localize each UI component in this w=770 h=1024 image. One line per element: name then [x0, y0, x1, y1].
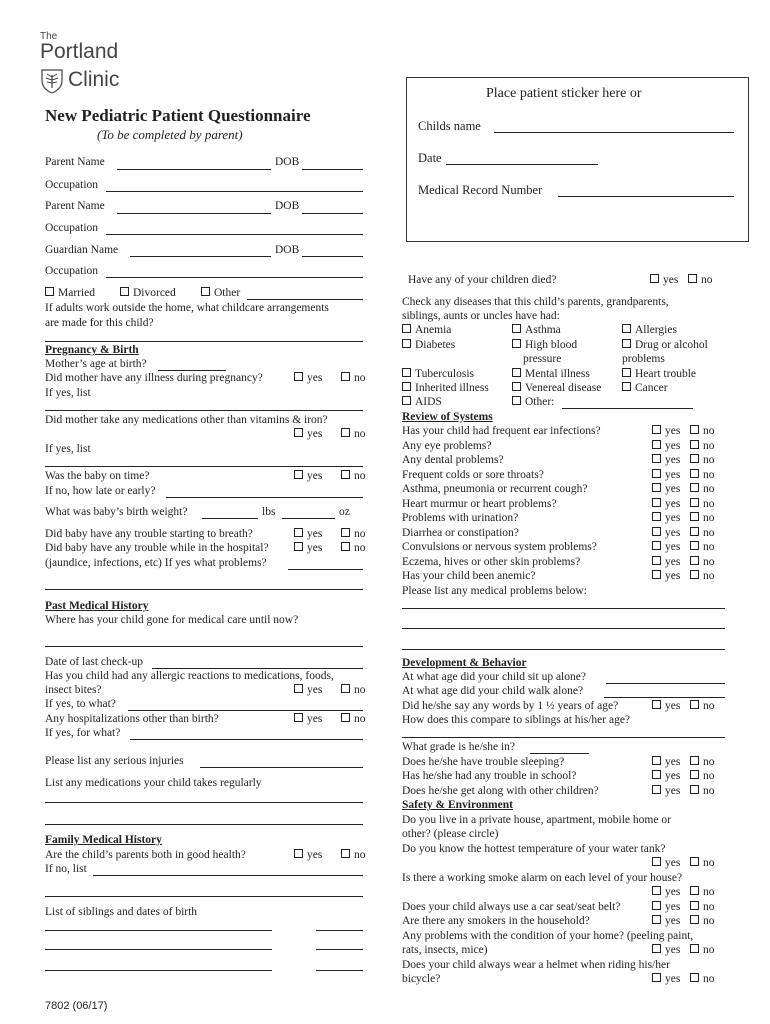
no-checkbox[interactable]: no	[690, 944, 715, 956]
logo-portland-text: Portland	[40, 40, 119, 63]
allergic-question-cont: insect bites?	[45, 684, 102, 696]
no-checkbox[interactable]: no	[690, 901, 715, 913]
checkbox-icon	[652, 498, 661, 507]
form-number: 7802 (06/17)	[45, 1000, 108, 1012]
lbs-label: lbs	[262, 506, 276, 518]
cancer-checkbox[interactable]: Cancer	[622, 382, 668, 394]
siblings-label: List of siblings and dates of birth	[45, 906, 198, 918]
illness-list-field[interactable]	[45, 410, 363, 411]
other-disease-field[interactable]	[562, 408, 693, 409]
diseases-instructions-cont: siblings, aunts or uncles have had:	[402, 310, 560, 322]
health-list-field-2[interactable]	[45, 896, 363, 897]
checkbox-icon	[650, 274, 659, 283]
ros-question: Any eye problems?	[402, 440, 492, 452]
checkbox-icon	[45, 287, 54, 296]
meds-list-field[interactable]	[45, 466, 363, 467]
checkbox-icon	[690, 901, 699, 910]
yes-checkbox[interactable]: yes	[652, 886, 680, 898]
checkbox-icon	[652, 483, 661, 492]
checkbox-icon	[690, 498, 699, 507]
ros-question: Has your child had frequent ear infections?	[402, 425, 601, 437]
no-checkbox[interactable]: no	[690, 700, 715, 712]
sibling-dob-field[interactable]	[316, 970, 363, 971]
hosp-what-field[interactable]	[130, 739, 363, 740]
yes-checkbox[interactable]: yes	[652, 556, 680, 568]
checkbox-icon	[622, 368, 631, 377]
if-no-list-label: If no, list	[45, 863, 87, 875]
school-question: Has he/she had any trouble in school?	[402, 770, 577, 782]
safety-environment-header: Safety & Environment	[402, 799, 513, 811]
checkbox-icon	[690, 527, 699, 536]
ros-question: Diarrhea or constipation?	[402, 527, 519, 539]
checkbox-icon	[512, 382, 521, 391]
checkbox-icon	[690, 440, 699, 449]
sibling-name-field[interactable]	[45, 949, 272, 950]
checkbox-icon	[341, 528, 350, 537]
no-checkbox[interactable]: no	[690, 425, 715, 437]
medical-problems-field-3[interactable]	[402, 649, 725, 650]
checkbox-icon	[652, 770, 661, 779]
jaundice-field[interactable]	[288, 569, 363, 570]
mrn-field[interactable]	[558, 196, 734, 197]
checkbox-icon	[690, 785, 699, 794]
checkbox-icon	[690, 857, 699, 866]
yes-checkbox[interactable]: yes	[652, 440, 680, 452]
checkbox-icon	[341, 428, 350, 437]
no-checkbox[interactable]: no	[690, 556, 715, 568]
dob-field[interactable]	[302, 213, 363, 214]
if-yes-list-label: If yes, list	[45, 387, 91, 399]
smoke-alarm-question: Is there a working smoke alarm on each level of your house?	[402, 872, 683, 884]
ros-question: Has your child been anemic?	[402, 570, 536, 582]
how-late-label: If no, how late or early?	[45, 485, 156, 497]
family-medical-history-header: Family Medical History	[45, 834, 162, 846]
grade-field[interactable]	[530, 753, 589, 754]
parent-name-field[interactable]	[117, 213, 271, 214]
no-checkbox[interactable]: no	[690, 886, 715, 898]
date-field[interactable]	[446, 164, 598, 165]
logo-the-text: The	[40, 31, 58, 42]
occupation-field[interactable]	[106, 277, 363, 278]
checkbox-icon	[652, 527, 661, 536]
checkbox-icon	[402, 324, 411, 333]
checkbox-icon	[294, 470, 303, 479]
parents-health-question: Are the child’s parents both in good health?	[45, 849, 246, 861]
checkbox-icon	[294, 713, 303, 722]
yes-checkbox[interactable]: yes	[652, 425, 680, 437]
no-checkbox[interactable]: no	[690, 527, 715, 539]
checkbox-icon	[294, 428, 303, 437]
sit-up-field[interactable]	[606, 683, 725, 684]
yes-checkbox[interactable]: yes	[652, 454, 680, 466]
checkbox-icon	[690, 469, 699, 478]
other-disease-checkbox[interactable]: Other:	[512, 396, 554, 408]
children-died-question: Have any of your children died?	[408, 274, 557, 286]
aids-checkbox[interactable]: AIDS	[402, 396, 442, 408]
mother-meds-question: Did mother take any medications other than vitamins & iron?	[45, 414, 328, 426]
home-condition-question: Any problems with the condition of your home? (peeling paint,	[402, 930, 694, 942]
occupation-field[interactable]	[106, 191, 363, 192]
parent-name-field[interactable]	[117, 169, 271, 170]
checkbox-icon	[652, 886, 661, 895]
yes-checkbox[interactable]: yes	[652, 570, 680, 582]
divorced-checkbox[interactable]: Divorced	[120, 287, 176, 299]
breath-question: Did baby have any trouble starting to breath?	[45, 528, 253, 540]
walk-question: At what age did your child walk alone?	[402, 685, 584, 697]
dob-field[interactable]	[302, 169, 363, 170]
checkbox-icon	[690, 915, 699, 924]
yes-checkbox[interactable]: yes	[294, 470, 322, 482]
no-checkbox[interactable]: no	[690, 770, 715, 782]
sit-up-question: At what age did your child sit up alone?	[402, 671, 586, 683]
ros-question: Eczema, hives or other skin problems?	[402, 556, 581, 568]
medical-care-question: Where has your child gone for medical care until now?	[45, 614, 299, 626]
if-yes-list-label: If yes, list	[45, 443, 91, 455]
checkbox-icon	[402, 339, 411, 348]
dob-field[interactable]	[302, 256, 363, 257]
drug-alcohol-checkbox[interactable]: Drug or alcohol	[622, 339, 708, 351]
ros-question: Convulsions or nervous system problems?	[402, 541, 597, 553]
car-seat-question: Does your child always use a car seat/seat belt?	[402, 901, 621, 913]
checkbox-icon	[652, 944, 661, 953]
past-medical-history-header: Past Medical History	[45, 600, 149, 612]
medical-problems-field[interactable]	[402, 608, 725, 609]
allergy-what-label: If yes, to what?	[45, 698, 116, 710]
compare-siblings-question: How does this compare to siblings at his/her age?	[402, 714, 631, 726]
smokers-question: Are there any smokers in the household?	[402, 915, 590, 927]
yes-checkbox[interactable]: yes	[294, 528, 322, 540]
other-checkbox[interactable]: Other	[201, 287, 240, 299]
sleeping-question: Does he/she have trouble sleeping?	[402, 756, 565, 768]
checkbox-icon	[294, 528, 303, 537]
occupation-label: Occupation	[45, 222, 99, 234]
checkbox-icon	[294, 849, 303, 858]
drug-alcohol-label-cont: problems	[622, 353, 665, 365]
checkbox-icon	[688, 274, 697, 283]
high-blood-pressure-checkbox[interactable]: High blood	[512, 339, 577, 351]
yes-checkbox[interactable]: yes	[650, 274, 678, 286]
yes-checkbox[interactable]: yes	[652, 944, 680, 956]
last-checkup-label: Date of last check-up	[45, 656, 144, 668]
helmet-question: Does your child always wear a helmet when riding his/her	[402, 959, 670, 971]
checkbox-icon	[690, 541, 699, 550]
health-list-field[interactable]	[93, 875, 363, 876]
yes-checkbox[interactable]: yes	[652, 770, 680, 782]
ros-question: Asthma, pneumonia or recurrent cough?	[402, 483, 588, 495]
occupation-label: Occupation	[45, 179, 99, 191]
ros-question: Any dental problems?	[402, 454, 504, 466]
parent-name-label: Parent Name	[45, 200, 105, 212]
checkbox-icon	[690, 700, 699, 709]
mothers-age-field[interactable]	[158, 370, 226, 371]
checkbox-icon	[652, 901, 661, 910]
logo-clinic-text: Clinic	[68, 68, 120, 91]
walk-field[interactable]	[604, 697, 725, 698]
yes-checkbox[interactable]: yes	[652, 498, 680, 510]
checkbox-icon	[690, 944, 699, 953]
no-checkbox[interactable]: no	[690, 541, 715, 553]
checkbox-icon	[690, 483, 699, 492]
checkbox-icon	[652, 756, 661, 765]
checkbox-icon	[690, 756, 699, 765]
checkbox-icon	[652, 512, 661, 521]
compare-siblings-field[interactable]	[402, 737, 725, 738]
checkbox-icon	[201, 287, 210, 296]
ros-question: Heart murmur or heart problems?	[402, 498, 557, 510]
ros-question: Frequent colds or sore throats?	[402, 469, 544, 481]
injuries-label: Please list any serious injuries	[45, 755, 184, 767]
checkbox-icon	[652, 556, 661, 565]
yes-checkbox[interactable]: yes	[652, 541, 680, 553]
checkbox-icon	[652, 570, 661, 579]
allergy-what-field[interactable]	[128, 710, 363, 711]
allergies-checkbox[interactable]: Allergies	[622, 324, 677, 336]
regular-meds-field-2[interactable]	[45, 824, 363, 825]
yes-checkbox[interactable]: yes	[652, 785, 680, 797]
get-along-question: Does he/she get along with other children?	[402, 785, 599, 797]
no-checkbox[interactable]: no	[341, 849, 366, 861]
yes-checkbox[interactable]: yes	[294, 372, 322, 384]
pregnancy-birth-header: Pregnancy & Birth	[45, 344, 139, 356]
no-checkbox[interactable]: no	[341, 684, 366, 696]
childcare-field[interactable]	[45, 341, 363, 342]
checkbox-icon	[402, 368, 411, 377]
guardian-name-label: Guardian Name	[45, 244, 119, 256]
checkbox-icon	[652, 454, 661, 463]
asthma-checkbox[interactable]: Asthma	[512, 324, 561, 336]
childs-name-field[interactable]	[494, 132, 734, 133]
parent-name-label: Parent Name	[45, 156, 105, 168]
childs-name-label: Childs name	[418, 119, 481, 133]
checkbox-icon	[120, 287, 129, 296]
hosp-what-label: If yes, for what?	[45, 727, 121, 739]
review-of-systems-header: Review of Systems	[402, 411, 493, 423]
diabetes-checkbox[interactable]: Diabetes	[402, 339, 455, 351]
medical-care-field[interactable]	[45, 646, 363, 647]
no-checkbox[interactable]: no	[690, 973, 715, 985]
jaundice-field-2[interactable]	[45, 589, 363, 590]
on-time-question: Was the baby on time?	[45, 470, 150, 482]
checkbox-icon	[294, 542, 303, 551]
checkbox-icon	[690, 556, 699, 565]
no-checkbox[interactable]: no	[690, 469, 715, 481]
checkbox-icon	[690, 454, 699, 463]
checkbox-icon	[402, 382, 411, 391]
checkbox-icon	[341, 713, 350, 722]
no-checkbox[interactable]: no	[341, 713, 366, 725]
no-checkbox[interactable]: no	[690, 483, 715, 495]
checkbox-icon	[341, 542, 350, 551]
sibling-dob-field[interactable]	[316, 949, 363, 950]
regular-meds-field[interactable]	[45, 802, 363, 803]
checkbox-icon	[402, 396, 411, 405]
checkbox-icon	[341, 684, 350, 693]
dob-label: DOB	[275, 156, 300, 168]
checkbox-icon	[690, 570, 699, 579]
checkbox-icon	[652, 857, 661, 866]
yes-checkbox[interactable]: yes	[294, 849, 322, 861]
yes-checkbox[interactable]: yes	[652, 973, 680, 985]
yes-checkbox[interactable]: yes	[652, 469, 680, 481]
no-checkbox[interactable]: no	[341, 470, 366, 482]
mental-illness-checkbox[interactable]: Mental illness	[512, 368, 590, 380]
hospitalizations-question: Any hospitalizations other than birth?	[45, 713, 219, 725]
tuberculosis-checkbox[interactable]: Tuberculosis	[402, 368, 474, 380]
no-checkbox[interactable]: no	[341, 528, 366, 540]
no-checkbox[interactable]: no	[690, 857, 715, 869]
grade-question: What grade is he/she in?	[402, 741, 516, 753]
sibling-name-field[interactable]	[45, 930, 272, 931]
development-behavior-header: Development & Behavior	[402, 657, 527, 669]
birth-weight-lbs-field[interactable]	[202, 518, 258, 519]
checkbox-icon	[512, 396, 521, 405]
yes-checkbox[interactable]: yes	[294, 713, 322, 725]
living-question: Do you live in a private house, apartment, mobile home or	[402, 814, 671, 826]
occupation-label: Occupation	[45, 265, 99, 277]
yes-checkbox[interactable]: yes	[652, 483, 680, 495]
other-field[interactable]	[247, 299, 363, 300]
no-checkbox[interactable]: no	[690, 915, 715, 927]
no-checkbox[interactable]: no	[341, 428, 366, 440]
allergic-question: Has you child had any allergic reactions to medications, foods,	[45, 670, 334, 682]
checkbox-icon	[512, 324, 521, 333]
no-checkbox[interactable]: no	[690, 454, 715, 466]
checkbox-icon	[622, 324, 631, 333]
yes-checkbox[interactable]: yes	[652, 901, 680, 913]
home-condition-question-cont: rats, insects, mice)	[402, 944, 488, 956]
mrn-label: Medical Record Number	[418, 183, 543, 197]
checkbox-icon	[652, 469, 661, 478]
injuries-field[interactable]	[200, 767, 363, 768]
checkbox-icon	[652, 700, 661, 709]
date-label: Date	[418, 151, 442, 165]
checkbox-icon	[341, 372, 350, 381]
checkbox-icon	[690, 973, 699, 982]
how-late-field[interactable]	[166, 497, 363, 498]
checkbox-icon	[652, 973, 661, 982]
checkbox-icon	[690, 770, 699, 779]
checkbox-icon	[341, 470, 350, 479]
no-checkbox[interactable]: no	[690, 512, 715, 524]
checkbox-icon	[512, 368, 521, 377]
checkbox-icon	[652, 785, 661, 794]
checkbox-icon	[341, 849, 350, 858]
mothers-age-label: Mother’s age at birth?	[45, 358, 147, 370]
no-checkbox[interactable]: no	[690, 498, 715, 510]
checkbox-icon	[652, 440, 661, 449]
no-checkbox[interactable]: no	[690, 440, 715, 452]
no-checkbox[interactable]: no	[690, 570, 715, 582]
married-checkbox[interactable]: Married	[45, 287, 95, 299]
living-question-cont: other? (please circle)	[402, 828, 499, 840]
high-blood-pressure-label-cont: pressure	[523, 353, 562, 365]
oz-label: oz	[339, 506, 350, 518]
diseases-instructions: Check any diseases that this child’s parents, grandparents,	[402, 296, 669, 308]
guardian-name-field[interactable]	[130, 256, 271, 257]
regular-meds-label: List any medications your child takes regularly	[45, 777, 262, 789]
form-subtitle: (To be completed by parent)	[97, 127, 243, 142]
yes-checkbox[interactable]: yes	[652, 756, 680, 768]
no-checkbox[interactable]: no	[690, 756, 715, 768]
jaundice-question: (jaundice, infections, etc) If yes what problems?	[45, 557, 267, 569]
sticker-title: Place patient sticker here or	[486, 86, 642, 101]
birth-weight-oz-field[interactable]	[282, 518, 335, 519]
checkbox-icon	[622, 382, 631, 391]
dob-label: DOB	[275, 200, 300, 212]
yes-checkbox[interactable]: yes	[294, 542, 322, 554]
checkbox-icon	[652, 425, 661, 434]
dob-label: DOB	[275, 244, 300, 256]
checkbox-icon	[294, 684, 303, 693]
venereal-disease-checkbox[interactable]: Venereal disease	[512, 382, 601, 394]
no-checkbox[interactable]: no	[341, 372, 366, 384]
last-checkup-field[interactable]	[152, 668, 363, 669]
no-checkbox[interactable]: no	[690, 785, 715, 797]
checkbox-icon	[622, 339, 631, 348]
checkbox-icon	[690, 886, 699, 895]
checkbox-icon	[690, 512, 699, 521]
yes-checkbox[interactable]: yes	[652, 512, 680, 524]
yes-checkbox[interactable]: yes	[294, 684, 322, 696]
heart-trouble-checkbox[interactable]: Heart trouble	[622, 368, 696, 380]
tree-shield-icon	[40, 68, 64, 94]
helmet-question-cont: bicycle?	[402, 973, 441, 985]
ros-question: Problems with urination?	[402, 512, 519, 524]
mother-illness-question: Did mother have any illness during pregnancy?	[45, 372, 263, 384]
no-checkbox[interactable]: no	[341, 542, 366, 554]
checkbox-icon	[690, 425, 699, 434]
hospital-question: Did baby have any trouble while in the hospital?	[45, 542, 269, 554]
inherited-illness-checkbox[interactable]: Inherited illness	[402, 382, 489, 394]
yes-checkbox[interactable]: yes	[652, 915, 680, 927]
yes-checkbox[interactable]: yes	[652, 857, 680, 869]
sibling-name-field[interactable]	[45, 970, 272, 971]
occupation-field[interactable]	[106, 234, 363, 235]
yes-checkbox[interactable]: yes	[652, 527, 680, 539]
medical-problems-field-2[interactable]	[402, 628, 725, 629]
yes-checkbox[interactable]: yes	[652, 700, 680, 712]
childcare-question-cont: are made for this child?	[45, 317, 154, 329]
water-temp-question: Do you know the hottest temperature of your water tank?	[402, 843, 666, 855]
checkbox-icon	[652, 541, 661, 550]
words-question: Did he/she say any words by 1 ½ years of age?	[402, 700, 619, 712]
medical-problems-label: Please list any medical problems below:	[402, 585, 587, 597]
anemia-checkbox[interactable]: Anemia	[402, 324, 451, 336]
form-title: New Pediatric Patient Questionnaire	[45, 106, 311, 125]
sibling-dob-field[interactable]	[316, 930, 363, 931]
checkbox-icon	[294, 372, 303, 381]
childcare-question: If adults work outside the home, what childcare arrangements	[45, 302, 329, 314]
checkbox-icon	[652, 915, 661, 924]
checkbox-icon	[512, 339, 521, 348]
yes-checkbox[interactable]: yes	[294, 428, 322, 440]
no-checkbox[interactable]: no	[688, 274, 713, 286]
birth-weight-label: What was baby’s birth weight?	[45, 506, 188, 518]
